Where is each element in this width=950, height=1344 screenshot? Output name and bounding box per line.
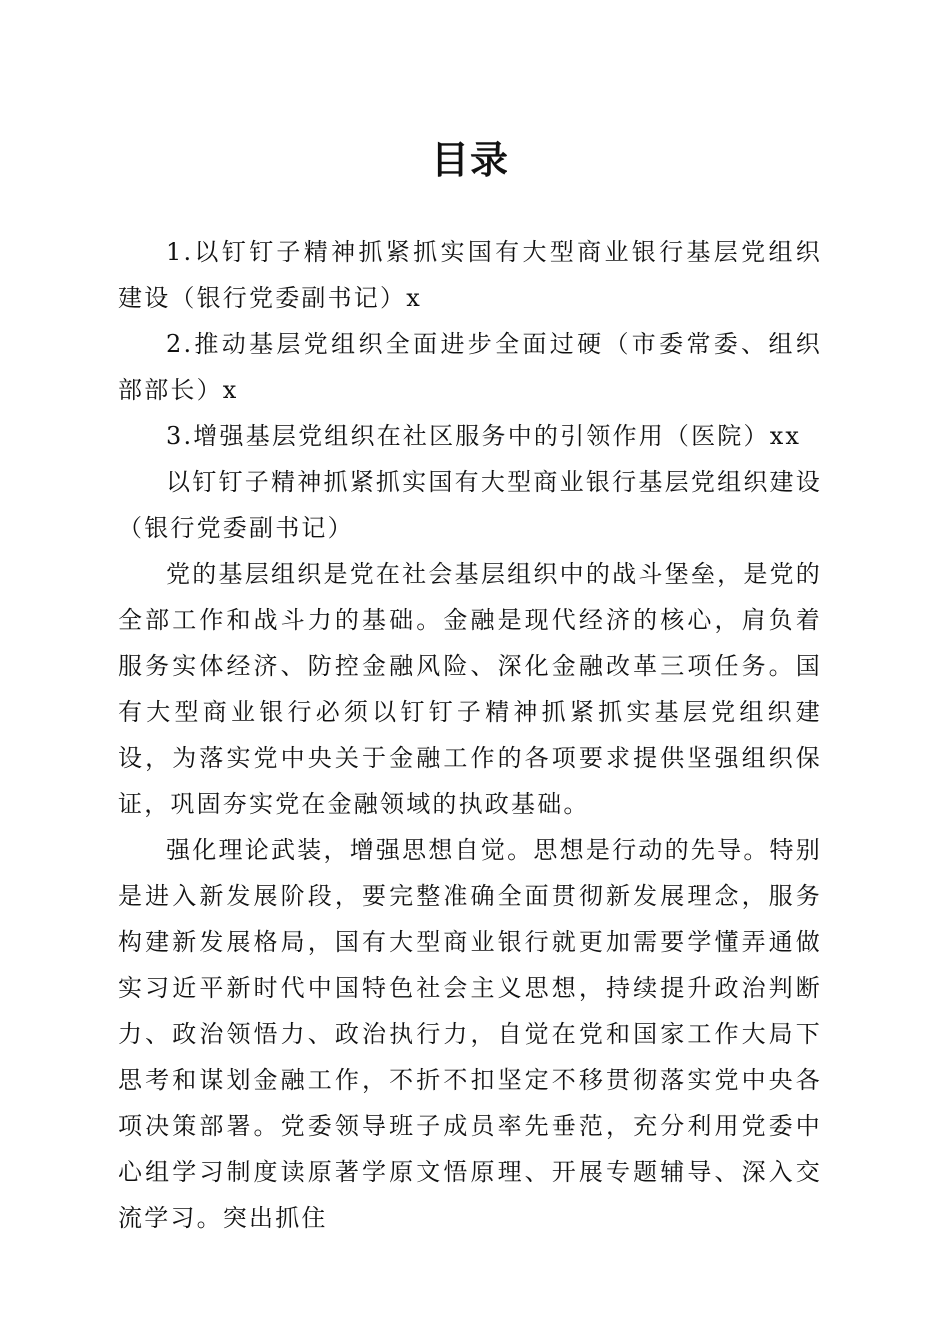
document-body [118,229,822,1241]
body-paragraph-1: 党的基层组织是党在社会基层组织中的战斗堡垒，是党的全部工作和战斗力的基础。金融是现代经济的核心，肩负着服务实体经济、防控金融风险、深化金融改革三项任务。国有大型商业银行必须以钉钉子精神抓紧抓实基层党组织建设，为落实党中央关于金融工作的各项要求提供坚强组织保证，巩固夯实党在金融领域的执政基础。 [118,560,822,818]
body-paragraph-2: 强化理论武装，增强思想自觉。思想是行动的先导。特别是进入新发展阶段，要完整准确全面贯彻新发展理念，服务构建新发展格局，国有大型商业银行就更加需要学懂弄通做实习近平新时代中国特色社会主义思想，持续提升政治判断力、政治领悟力、政治执行力，自觉在党和国家工作大局下思考和谋划金融工作，不折不扣坚定不移贯彻落实党中央各项决策部署。党委领导班子成员率先垂范，充分利用党委中心组学习制度读原著学原文悟原理、开展专题辅导、深入交流学习。突出抓住 [118,836,822,1232]
document-title: 目录 [430,137,509,182]
toc-item-1: 1.以钉钉子精神抓紧抓实国有大型商业银行基层党组织建设（银行党委副书记）x [118,238,822,312]
article-heading: 以钉钉子精神抓紧抓实国有大型商业银行基层党组织建设（银行党委副书记） [118,468,822,542]
toc-item-2: 2.推动基层党组织全面进步全面过硬（市委常委、组织部部长）x [118,330,822,404]
toc-item-3: 3.增强基层党组织在社区服务中的引领作用（医院）xx [166,422,802,450]
